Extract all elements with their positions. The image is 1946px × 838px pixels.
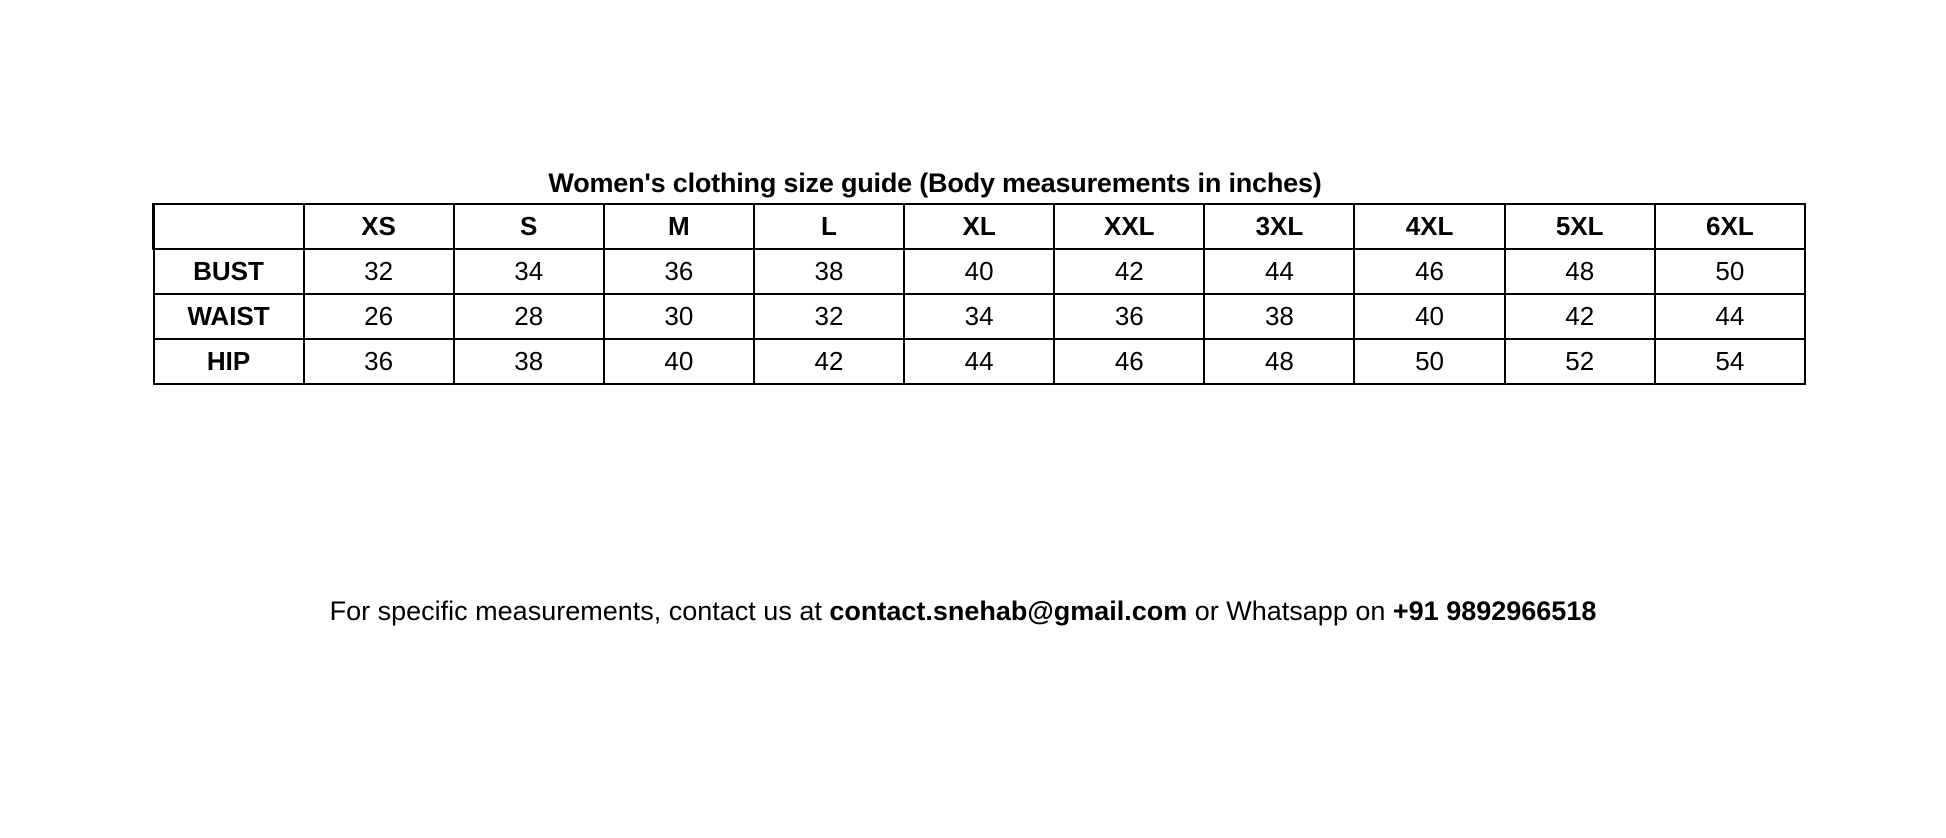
table-row [154, 339, 1806, 384]
size-guide-table [152, 203, 1806, 385]
contact-email: contact.snehab@gmail.com [829, 596, 1188, 626]
size-guide-table-container [152, 203, 1806, 385]
cell-bust-xs: 32 [304, 249, 454, 294]
cell-waist-4xl: 40 [1354, 294, 1504, 339]
table-header-row [154, 204, 1806, 249]
column-header-xxl: XXL [1054, 204, 1204, 249]
contact-middle-text: or Whatsapp on [1187, 596, 1393, 626]
row-header-waist: WAIST [154, 294, 304, 339]
cell-bust-6xl: 50 [1655, 249, 1805, 294]
cell-hip-xxl: 46 [1054, 339, 1204, 384]
contact-footer [0, 595, 1946, 627]
column-header-m: M [604, 204, 754, 249]
cell-bust-4xl: 46 [1354, 249, 1504, 294]
cell-bust-l: 38 [754, 249, 904, 294]
cell-hip-4xl: 50 [1354, 339, 1504, 384]
table-header [154, 204, 1806, 249]
page-title-text: Women's clothing size guide (Body measurements in inches) [548, 168, 1322, 198]
cell-hip-xs: 36 [304, 339, 454, 384]
cell-hip-m: 40 [604, 339, 754, 384]
row-header-bust: BUST [154, 249, 304, 294]
cell-bust-xxl: 42 [1054, 249, 1204, 294]
column-header-xl: XL [904, 204, 1054, 249]
contact-phone: +91 9892966518 [1392, 596, 1597, 626]
cell-hip-5xl: 52 [1505, 339, 1655, 384]
cell-bust-5xl: 48 [1505, 249, 1655, 294]
column-header-s: S [454, 204, 604, 249]
column-header-6xl: 6XL [1655, 204, 1805, 249]
table-row [154, 294, 1806, 339]
cell-waist-xs: 26 [304, 294, 454, 339]
column-header-4xl: 4XL [1354, 204, 1504, 249]
cell-bust-m: 36 [604, 249, 754, 294]
cell-hip-3xl: 48 [1204, 339, 1354, 384]
cell-bust-s: 34 [454, 249, 604, 294]
cell-waist-xl: 34 [904, 294, 1054, 339]
cell-waist-3xl: 38 [1204, 294, 1354, 339]
contact-prefix-text: For specific measurements, contact us at [329, 596, 830, 626]
cell-hip-xl: 44 [904, 339, 1054, 384]
table-corner-cell [154, 204, 304, 249]
page-title [0, 168, 1946, 199]
cell-bust-3xl: 44 [1204, 249, 1354, 294]
cell-waist-6xl: 44 [1655, 294, 1805, 339]
cell-hip-s: 38 [454, 339, 604, 384]
cell-waist-5xl: 42 [1505, 294, 1655, 339]
cell-hip-6xl: 54 [1655, 339, 1805, 384]
cell-waist-s: 28 [454, 294, 604, 339]
cell-bust-xl: 40 [904, 249, 1054, 294]
cell-waist-l: 32 [754, 294, 904, 339]
column-header-xs: XS [304, 204, 454, 249]
column-header-3xl: 3XL [1204, 204, 1354, 249]
column-header-5xl: 5XL [1505, 204, 1655, 249]
contact-footer-inner [330, 595, 1597, 627]
cell-hip-l: 42 [754, 339, 904, 384]
row-header-hip: HIP [154, 339, 304, 384]
column-header-l: L [754, 204, 904, 249]
cell-waist-xxl: 36 [1054, 294, 1204, 339]
cell-waist-m: 30 [604, 294, 754, 339]
table-body [154, 249, 1806, 384]
table-row [154, 249, 1806, 294]
